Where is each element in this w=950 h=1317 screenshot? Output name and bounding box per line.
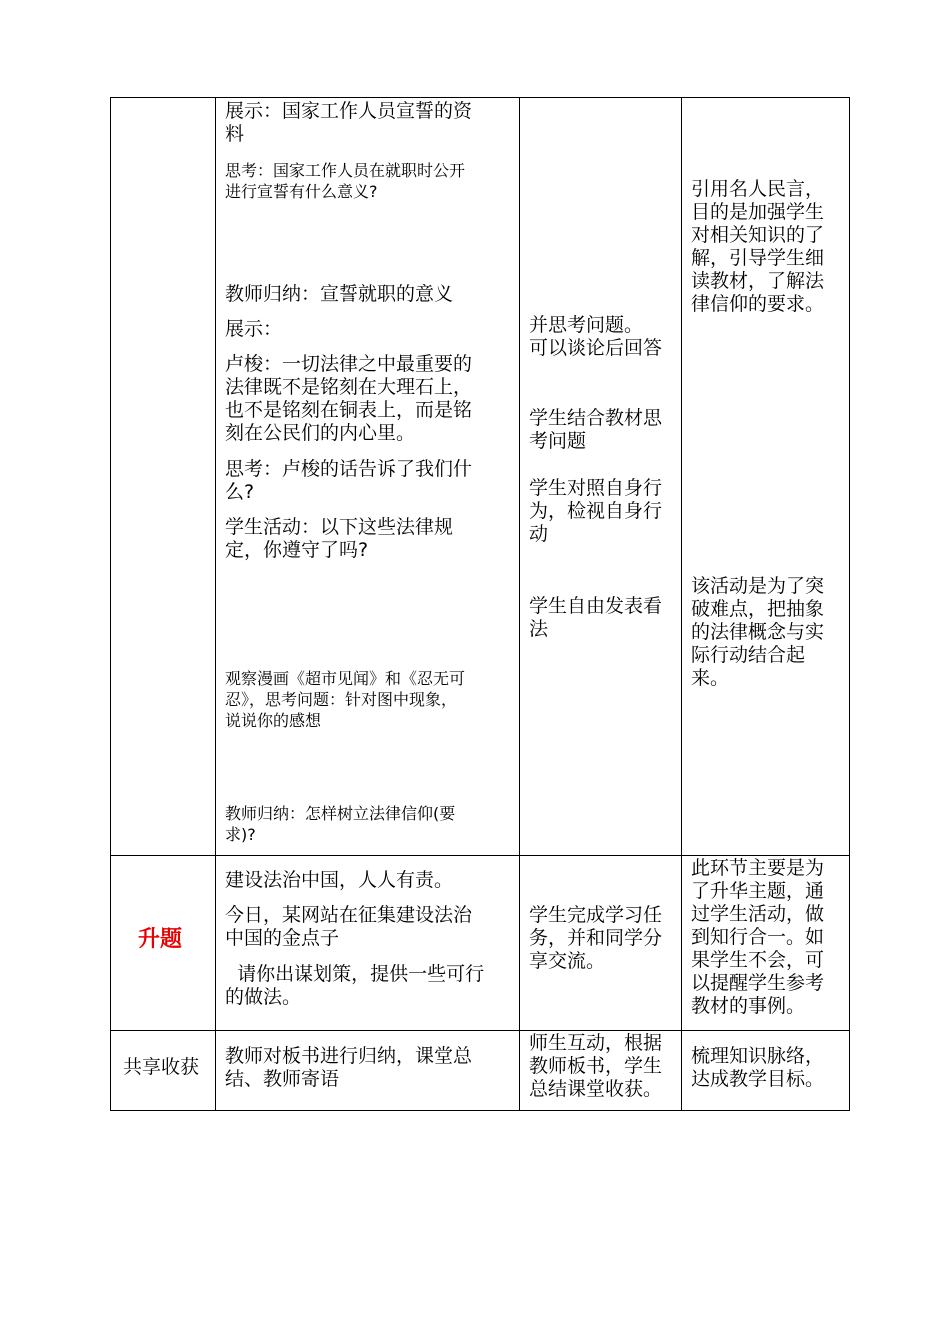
column-divider xyxy=(519,97,520,1111)
cell-text: 教师对板书进行归纳，课堂总 结、教师寄语 xyxy=(225,1045,473,1090)
cell-text: 师生互动，根据 教师板书，学生 总结课堂收获。 xyxy=(529,1032,663,1100)
column-divider xyxy=(681,97,682,1111)
cell-text: 卢梭：一切法律之中最重要的 法律既不是铭刻在大理石上， 也不是铭刻在铜表上，而是铭 刻在公民们的内心里。 xyxy=(225,353,473,444)
cell-text: 该活动是为了突 破难点，把抽象 的法律概念与实 际行动结合起 来。 xyxy=(691,575,825,689)
cell-text: 今日，某网站在征集建设法治 中国的金点子 xyxy=(225,904,473,949)
cell-text: 教师归纳：宣誓就职的意义 xyxy=(225,283,454,305)
cell-text: 建设法治中国，人人有责。 xyxy=(225,869,454,891)
cell-text: 引用名人民言， 目的是加强学生 对相关知识的了 解，引导学生细 读教材，了解法 律信仰的要求。 xyxy=(691,178,825,315)
cell-text: 思考：国家工作人员在就职时公开 进行宣誓有什么意义? xyxy=(225,161,466,201)
cell-text: 展示：国家工作人员宣誓的资 料 xyxy=(225,100,473,145)
cell-text: 展示： xyxy=(225,318,283,340)
row-label: 共享收获 xyxy=(123,1056,200,1078)
cell-text: 学生活动：以下这些法律规 定，你遵守了吗? xyxy=(225,516,454,561)
cell-text: 并思考问题。 可以谈论后回答 xyxy=(529,314,663,359)
row-divider xyxy=(110,1030,850,1031)
cell-text: 教师归纳：怎样树立法律信仰(要 求)? xyxy=(225,804,456,844)
cell-text: 学生完成学习任 务，并和同学分 享交流。 xyxy=(529,904,663,972)
cell-text: 梳理知识脉络， 达成教学目标。 xyxy=(691,1045,825,1090)
cell-text: 请你出谋划策，提供一些可行 的做法。 xyxy=(225,963,485,1008)
row-label: 升题 xyxy=(138,927,183,952)
cell-text: 学生自由发表看 法 xyxy=(529,595,663,640)
cell-text: 此环节主要是为 了升华主题，通 过学生活动，做 到知行合一。如 果学生不会，可 以提醒学生参考 教材的事例。 xyxy=(691,857,825,1017)
cell-text: 学生对照自身行 为，检视自身行 动 xyxy=(529,477,663,545)
column-divider xyxy=(215,97,216,1111)
cell-text: 学生结合教材思 考问题 xyxy=(529,407,663,452)
cell-text: 思考：卢梭的话告诉了我们什 么? xyxy=(225,458,473,503)
row-divider xyxy=(110,855,850,856)
cell-text: 观察漫画《超市见闻》和《忍无可 忍》，思考问题：针对图中现象， 说说你的感想 xyxy=(225,669,466,730)
